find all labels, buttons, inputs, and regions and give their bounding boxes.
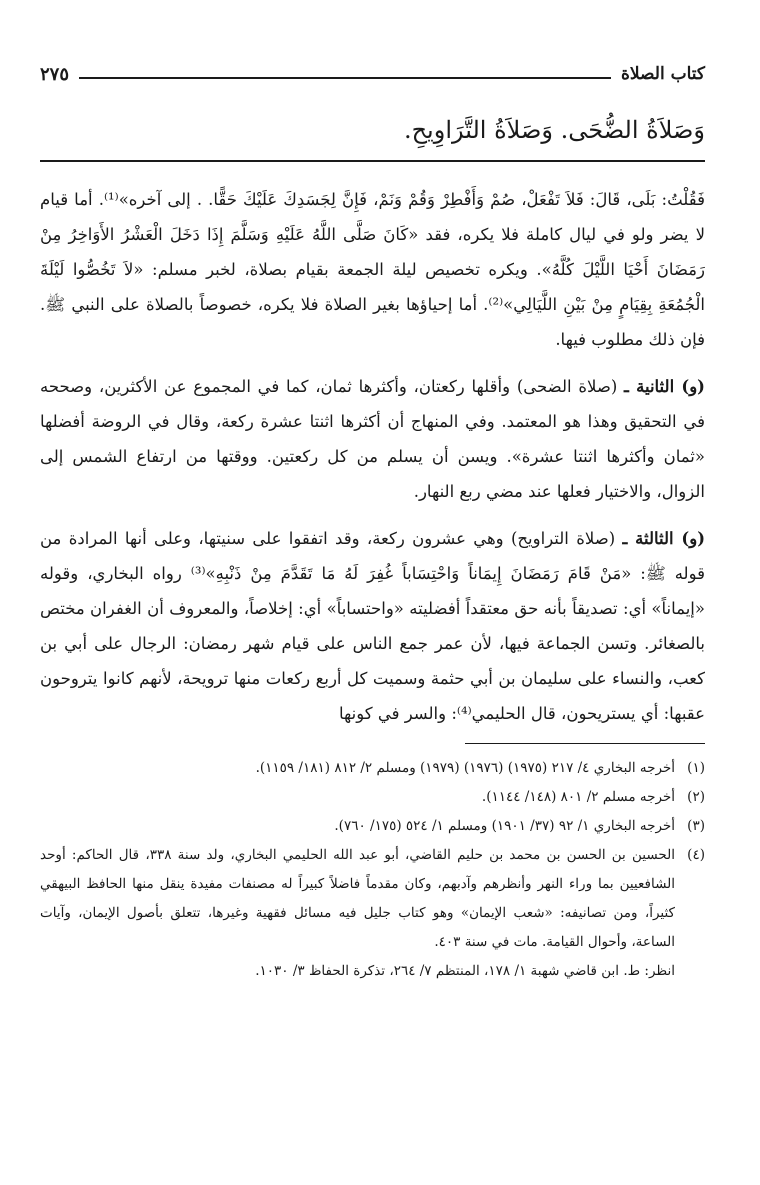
- footnote-text: أخرجه البخاري ٤/ ٢١٧ (١٩٧٥) (١٩٧٦) (١٩٧٩) ومسلم ٢/ ٨١٢ (١٨١/ ١١٥٩).: [255, 760, 675, 776]
- commentary-paragraph: [40, 521, 705, 731]
- paragraph-text: فَقُلْتُ: بَلَى، قَالَ: فَلاَ تَفْعَلْ، صُمْ وَأَفْطِرْ وَقُمْ وَنَمْ، فَإِنَّ لِجَسَدِكَ عَلَيْكَ حَقًّا. . إلى آخره»⁽¹⁾. أما قيام لا يضر ولو في ليال كاملة فلا يكره، فقد «كَانَ صَلَّى اللَّهُ عَلَيْهِ وَسَلَّمَ إِذَا دَخَلَ الْعَشْرُ الأَوَاخِرُ مِنْ رَمَضَانَ أَحْيَا اللَّيْلَ كُلَّهُ». ويكره تخصيص ليلة الجمعة بقيام بصلاة، لخبر مسلم: «لاَ تَخُصُّوا لَيْلَةَ الْجُمُعَةِ بِقِيَامٍ مِنْ بَيْنِ اللَّيَالِي»⁽²⁾. أما إحياؤها بغير الصلاة فلا يكره، خصوصاً بالصلاة على النبي ﷺ. فإن ذلك مطلوب فيها.: [40, 190, 705, 349]
- footnote-text: أخرجه البخاري ١/ ٩٢ (٣٧/ ١٩٠١) ومسلم ١/ ٥٢٤ (١٧٥/ ٧٦٠).: [334, 818, 675, 834]
- footnote-source: انظر: ط. ابن قاضي شهبة ١/ ١٧٨، المنتظم ٧/ ٢٦٤، تذكرة الحفاظ ٣/ ١٠٣٠.: [255, 963, 675, 979]
- paragraph-text: (صلاة الضحى) وأقلها ركعتان، وأكثرها ثمان، كما في المجموع عن الأكثرين، وصححه في التحقيق وهذا هو المعتمد. وفي المنهاج أن أكثرها اثنتا عشرة ركعة، وقال في الروضة أفضلها «ثمان وأكثرها اثنتا عشرة». ويسن أن يسلم من كل ركعتين. ووقتها من ارتفاع الشمس إلى الزوال، والاختيار فعلها عند مضي ربع النهار.: [40, 377, 705, 501]
- footnote: [40, 841, 705, 957]
- paragraph-label: (و) الثانية ـ: [624, 377, 705, 396]
- book-page: [40, 60, 705, 986]
- footnote-text: الحسين بن الحسن بن محمد بن حليم القاضي، أبو عبد الله الحليمي البخاري، ولد سنة ٣٣٨، قال الحاكم: أوحد الشافعيين بما وراء النهر وأنظرهم وآدبهم، وكان مقدماً فاضلاً كبيراً له مصنفات مفيدة ينقل منها الحافظ البيهقي كثيراً، ومن تصانيفه: «شعب الإيمان» وهو كتاب جليل فيه مسائل فقهية وغيرها، تتعلق بأصول الإيمان، وآيات الساعة، وأحوال القيامة. مات في سنة ٤٠٣.: [40, 847, 675, 950]
- matn-divider: [40, 160, 705, 162]
- commentary-paragraph: [40, 369, 705, 509]
- header-rule: [79, 77, 611, 79]
- footnote: [40, 812, 705, 841]
- matn-text: وَصَلاَةُ الضُّحَى. وَصَلاَةُ التَّرَاوِيحِ.: [403, 116, 705, 144]
- footnote: [40, 754, 705, 783]
- footnote-number: (١): [687, 760, 705, 776]
- footnote: [40, 783, 705, 812]
- paragraph-label: (و) الثالثة ـ: [622, 529, 706, 548]
- footnote-number: (٤): [687, 847, 705, 863]
- footnote-number: (٢): [687, 789, 705, 805]
- paragraph-text: (صلاة التراويح) وهي عشرون ركعة، وقد اتفقوا على سنيتها، وعلى أنها المرادة من قوله ﷺ: «مَنْ قَامَ رَمَضَانَ إِيمَاناً وَاحْتِسَاباً غُفِرَ لَهُ مَا تَقَدَّمَ مِنْ ذَنْبِهِ»⁽³⁾ رواه البخاري، وقوله «إيماناً» أي: تصديقاً بأنه حق معتقداً أفضليته «واحتساباً» أي: إخلاصاً، والمعروف أن الغفران مختص بالصغائر. وتسن الجماعة فيها، لأن عمر جمع الناس على قيام شهر رمضان: الرجال على أبي بن كعب، والنساء على سليمان بن أبي حثمة وسميت كل أربع ركعات منها ترويحة، لأنهم كانوا يتروحون عقبها: أي يستريحون، قال الحليمي⁽⁴⁾: والسر في كونها: [40, 529, 705, 723]
- footnote-text: أخرجه مسلم ٢/ ٨٠١ (١٤٨/ ١١٤٤).: [481, 789, 675, 805]
- page-number: ٢٧٥: [40, 63, 70, 85]
- footnote-number: (٣): [687, 818, 705, 834]
- chapter-title: كتاب الصلاة: [620, 64, 705, 84]
- footnote-divider: [465, 743, 705, 744]
- commentary-paragraph: [40, 182, 705, 357]
- running-head: [40, 60, 705, 88]
